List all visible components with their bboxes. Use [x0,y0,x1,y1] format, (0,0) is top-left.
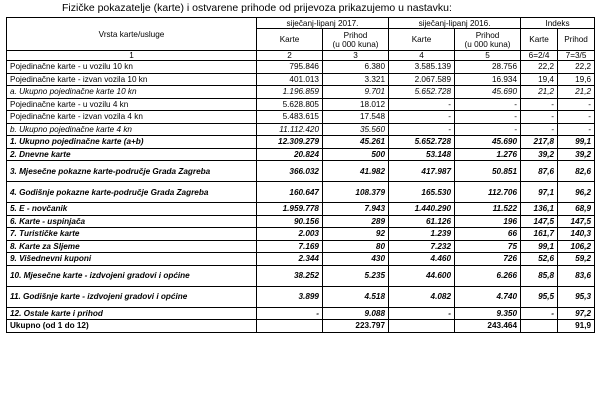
karte-2016-cell: 1.440.290 [389,203,455,216]
row-label-cell: 9. Višednevni kuponi [7,253,257,266]
prihod-2016-cell: 4.740 [455,286,521,307]
indeks-karte-cell: 161,7 [521,228,558,241]
indeks-prihod-cell: 68,9 [558,203,595,216]
row-label-cell: Pojedinačne karte - izvan vozila 10 kn [7,73,257,86]
indeks-karte-cell: - [521,98,558,111]
prihod-2016-cell: 726 [455,253,521,266]
prihod-2017-cell: 9.701 [323,86,389,99]
indeks-prihod-cell: 96,2 [558,182,595,203]
indeks-karte-cell: 147,5 [521,215,558,228]
karte-2016-cell: 165.530 [389,182,455,203]
indeks-karte-cell: 97,1 [521,182,558,203]
prihod-2017-cell: 6.380 [323,61,389,74]
column-number: 2 [257,51,323,61]
header-period-2016: siječanj-lipanj 2016. [389,18,521,29]
indeks-prihod-cell: 95,3 [558,286,595,307]
indeks-prihod-cell: 97,2 [558,307,595,320]
prihod-2017-cell: 500 [323,148,389,161]
karte-2017-cell: 11.112.420 [257,123,323,136]
indeks-karte-cell: 85,8 [521,265,558,286]
karte-2016-cell: 61.126 [389,215,455,228]
prihod-2017-cell: 430 [323,253,389,266]
indeks-prihod-cell: - [558,123,595,136]
karte-2017-cell: 5.483.615 [257,111,323,124]
prihod-2017-cell: 92 [323,228,389,241]
table-row [7,98,595,111]
karte-2017-cell: 12.309.279 [257,136,323,149]
karte-2017-cell: 38.252 [257,265,323,286]
header-prihod-2017: Prihod (u 000 kuna) [323,29,389,51]
karte-2016-cell: 5.652.728 [389,86,455,99]
indeks-karte-cell: 19,4 [521,73,558,86]
header-indeks: Indeks [521,18,595,29]
karte-2017-cell: 20.824 [257,148,323,161]
prihod-2016-cell: 6.266 [455,265,521,286]
row-label-cell: 2. Dnevne karte [7,148,257,161]
indeks-prihod-cell: 21,2 [558,86,595,99]
table-row [7,123,595,136]
row-label-cell: Pojedinačne karte - u vozilu 4 kn [7,98,257,111]
header-period-2017: siječanj-lipanj 2017. [257,18,389,29]
prihod-2017-cell: 5.235 [323,265,389,286]
prihod-2017-cell: 41.982 [323,161,389,182]
karte-2016-cell: 2.067.589 [389,73,455,86]
karte-2016-cell: - [389,123,455,136]
prihod-2016-cell: - [455,98,521,111]
column-number: 3 [323,51,389,61]
karte-2017-cell: 1.959.778 [257,203,323,216]
indeks-prihod-cell: 82,6 [558,161,595,182]
prihod-2016-cell: 1.276 [455,148,521,161]
indeks-karte-cell: 22,2 [521,61,558,74]
header-prihod-2016: Prihod (u 000 kuna) [455,29,521,51]
karte-2016-cell: 44.600 [389,265,455,286]
header-karte-2016: Karte [389,29,455,51]
row-label-cell: 1. Ukupno pojedinačne karte (a+b) [7,136,257,149]
prihod-2017-cell: 35.560 [323,123,389,136]
karte-2016-cell [389,320,455,333]
karte-2016-cell: 53.148 [389,148,455,161]
prihod-2017-cell: 3.321 [323,73,389,86]
column-number: 4 [389,51,455,61]
karte-2016-cell: 4.460 [389,253,455,266]
intro-text: Fizičke pokazatelje (karte) i ostvarene prihode od prijevoza prikazujemo u nastavku: [62,2,452,14]
table-row [7,215,595,228]
row-label-cell: 7. Turističke karte [7,228,257,241]
indeks-prihod-cell: 91,9 [558,320,595,333]
karte-2016-cell: 7.232 [389,240,455,253]
table-row [7,86,595,99]
column-number: 6=2/4 [521,51,558,61]
indeks-karte-cell: 21,2 [521,86,558,99]
table-row [7,203,595,216]
table-row [7,111,595,124]
indeks-karte-cell [521,320,558,333]
indeks-prihod-cell: 140,3 [558,228,595,241]
indeks-prihod-cell: 22,2 [558,61,595,74]
table-row [7,182,595,203]
table-row [7,61,595,74]
prihod-2016-cell: 243.464 [455,320,521,333]
header-karte-indeks: Karte [521,29,558,51]
table-row [7,307,595,320]
karte-2016-cell: - [389,111,455,124]
table-row [7,73,595,86]
indeks-prihod-cell: 19,6 [558,73,595,86]
prihod-2016-cell: 9.350 [455,307,521,320]
table-row [7,228,595,241]
karte-2016-cell: 3.585.139 [389,61,455,74]
row-label-cell: 6. Karte - uspinjača [7,215,257,228]
header-karte-2017: Karte [257,29,323,51]
indeks-prihod-cell: 59,2 [558,253,595,266]
table-body [7,61,595,333]
row-label-cell: 8. Karte za Sljeme [7,240,257,253]
table-row [7,148,595,161]
karte-2017-cell: 7.169 [257,240,323,253]
prihod-2016-cell: 28.756 [455,61,521,74]
row-label-cell: 4. Godišnje pokazne karte-područje Grada Zagreba [7,182,257,203]
indeks-karte-cell: - [521,111,558,124]
table-row [7,161,595,182]
statistics-table [6,17,595,333]
row-label-cell: 11. Godišnje karte - izdvojeni gradovi i općine [7,286,257,307]
prihod-2016-cell: 16.934 [455,73,521,86]
prihod-2016-cell: - [455,111,521,124]
prihod-2016-cell: 45.690 [455,86,521,99]
prihod-2017-cell: 223.797 [323,320,389,333]
column-number: 7=3/5 [558,51,595,61]
prihod-2016-cell: 50.851 [455,161,521,182]
karte-2017-cell: 1.196.859 [257,86,323,99]
row-label-cell: b. Ukupno pojedinačne karte 4 kn [7,123,257,136]
prihod-2017-cell: 9.088 [323,307,389,320]
row-label-cell: 3. Mjesečne pokazne karte-područje Grada Zagreba [7,161,257,182]
indeks-prihod-cell: - [558,98,595,111]
row-label-cell: 10. Mjesečne karte - izdvojeni gradovi i općine [7,265,257,286]
indeks-karte-cell: 87,6 [521,161,558,182]
prihod-2016-cell: 66 [455,228,521,241]
prihod-2017-cell: 4.518 [323,286,389,307]
row-label-cell: a. Ukupno pojedinačne karte 10 kn [7,86,257,99]
indeks-karte-cell: 95,5 [521,286,558,307]
row-label-cell: 5. E - novčanik [7,203,257,216]
table-row [7,240,595,253]
indeks-karte-cell: 52,6 [521,253,558,266]
column-number: 5 [455,51,521,61]
row-label-cell: Pojedinačne karte - izvan vozila 4 kn [7,111,257,124]
prihod-2017-cell: 7.943 [323,203,389,216]
header-vrsta: Vrsta karte/usluge [7,18,257,51]
karte-2017-cell: 401.013 [257,73,323,86]
karte-2017-cell: 366.032 [257,161,323,182]
prihod-2017-cell: 80 [323,240,389,253]
table-row [7,136,595,149]
karte-2017-cell [257,320,323,333]
row-label-cell: Ukupno (od 1 do 12) [7,320,257,333]
prihod-2016-cell: 45.690 [455,136,521,149]
indeks-prihod-cell: 83,6 [558,265,595,286]
karte-2017-cell: - [257,307,323,320]
prihod-2016-cell: 196 [455,215,521,228]
indeks-karte-cell: - [521,123,558,136]
indeks-prihod-cell: 99,1 [558,136,595,149]
indeks-karte-cell: 136,1 [521,203,558,216]
indeks-prihod-cell: 39,2 [558,148,595,161]
karte-2017-cell: 5.628.805 [257,98,323,111]
indeks-prihod-cell: 147,5 [558,215,595,228]
karte-2017-cell: 795.846 [257,61,323,74]
indeks-prihod-cell: - [558,111,595,124]
karte-2016-cell: 4.082 [389,286,455,307]
row-label-cell: 12. Ostale karte i prihod [7,307,257,320]
indeks-karte-cell: - [521,307,558,320]
karte-2017-cell: 2.003 [257,228,323,241]
table-row [7,253,595,266]
karte-2016-cell: - [389,98,455,111]
prihod-2017-cell: 108.379 [323,182,389,203]
indeks-karte-cell: 99,1 [521,240,558,253]
karte-2017-cell: 160.647 [257,182,323,203]
table-row [7,320,595,333]
table-row [7,286,595,307]
karte-2017-cell: 90.156 [257,215,323,228]
indeks-prihod-cell: 106,2 [558,240,595,253]
karte-2017-cell: 3.899 [257,286,323,307]
prihod-2016-cell: 112.706 [455,182,521,203]
prihod-2017-cell: 17.548 [323,111,389,124]
karte-2016-cell: 5.652.728 [389,136,455,149]
indeks-karte-cell: 217,8 [521,136,558,149]
karte-2016-cell: 1.239 [389,228,455,241]
karte-2017-cell: 2.344 [257,253,323,266]
column-number: 1 [7,51,257,61]
indeks-karte-cell: 39,2 [521,148,558,161]
prihod-2016-cell: - [455,123,521,136]
header-prihod-indeks: Prihod [558,29,595,51]
prihod-2017-cell: 45.261 [323,136,389,149]
prihod-2016-cell: 75 [455,240,521,253]
prihod-2017-cell: 289 [323,215,389,228]
karte-2016-cell: 417.987 [389,161,455,182]
karte-2016-cell: - [389,307,455,320]
table-row [7,265,595,286]
prihod-2017-cell: 18.012 [323,98,389,111]
row-label-cell: Pojedinačne karte - u vozilu 10 kn [7,61,257,74]
prihod-2016-cell: 11.522 [455,203,521,216]
